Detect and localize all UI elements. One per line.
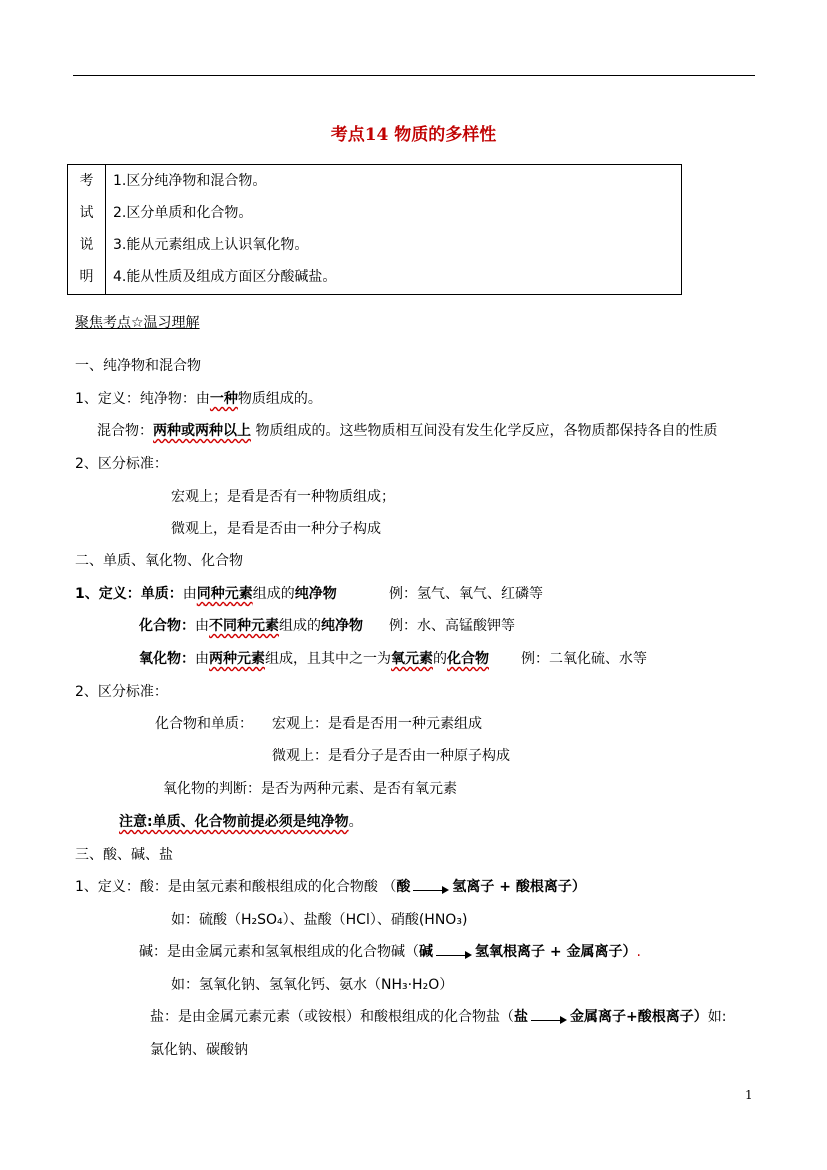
s1-def-key: 一种	[209, 391, 238, 407]
s3-acid-def	[75, 877, 586, 897]
s2-oxide-judge: 氧化物的判断：是否为两种元素、是否有氧元素	[163, 781, 457, 797]
s2-ox-k1: 两种元素	[209, 651, 265, 667]
exam-label-char: 试	[79, 205, 94, 221]
s1-definition	[75, 389, 322, 409]
s3-salt-examples: 氯化钠、碳酸钠	[150, 1042, 248, 1058]
exam-item: 2.区分单质和化合物。	[113, 205, 253, 221]
s1-standard-label: 2、区分标准：	[75, 456, 168, 472]
s3-base-examples: 如：氢氧化钠、氢氧化钙、氨水（NH₃·H₂O）	[171, 977, 454, 993]
page-number: 1	[745, 1088, 753, 1102]
arrow-right-icon	[531, 1012, 567, 1022]
s1-macro: 宏观上；是看是否有一种物质组成；	[171, 489, 395, 505]
s1-def-suffix: 物质组成的。	[237, 391, 322, 407]
s2-ox-label: 氧化物：	[139, 651, 195, 667]
s2-compare-macro: 宏观上：是看是否用一种元素组成	[272, 716, 482, 732]
s3-base-end: .	[636, 944, 641, 960]
exam-item: 3.能从元素组成上认识氧化物。	[113, 237, 309, 253]
s3-acid-ions: 氢离子 + 酸根离子）	[452, 879, 586, 895]
section-3-heading: 三、酸、碱、盐	[75, 847, 173, 863]
exam-item: 1.区分纯净物和混合物。	[113, 173, 267, 189]
s2-compound-example: 例：水、高锰酸钾等	[389, 618, 515, 634]
s3-salt-def	[150, 1007, 726, 1027]
focus-header: 聚焦考点☆温习理解	[75, 315, 200, 331]
s2-ox-t1: 由	[195, 651, 209, 667]
s2-el-label: 1、定义：单质：	[75, 586, 183, 602]
s2-compound-def	[139, 616, 363, 636]
s2-compare-micro: 微观上：是看分子是否由一种原子构成	[272, 748, 510, 764]
header-rule	[73, 75, 755, 76]
s2-standard-label: 2、区分标准：	[75, 684, 168, 700]
s1-mix-suffix: 物质组成的。这些物质相互间没有发生化学反应，各物质都保持各自的性质	[251, 423, 718, 439]
s2-cp-label: 化合物：	[139, 618, 195, 634]
s2-note-text: 注意:单质、化合物前提必须是纯净物	[119, 814, 349, 830]
s3-acid-examples: 如：硫酸（H₂SO₄）、盐酸（HCl）、硝酸(HNO₃)	[171, 912, 468, 928]
exam-description-table	[67, 164, 682, 295]
s3-base-key: 碱	[419, 944, 433, 960]
s2-ox-k2: 氧元素	[391, 651, 433, 667]
s1-mix-prefix: 混合物：	[97, 423, 153, 439]
s1-mix-key: 两种或两种以上	[153, 423, 251, 439]
s2-cp-t2: 组成的	[279, 618, 321, 634]
s2-el-k2: 纯净物	[294, 586, 337, 602]
exam-item: 4.能从性质及组成方面区分酸碱盐。	[113, 269, 337, 285]
s2-note-end: 。	[348, 814, 363, 830]
s2-el-k1: 同种元素	[196, 586, 253, 602]
s2-ox-t2: 组成，且其中之一为	[265, 651, 391, 667]
s2-cp-k2: 纯净物	[321, 618, 363, 634]
exam-label-char: 考	[79, 173, 94, 189]
section-2-heading: 二、单质、氧化物、化合物	[75, 553, 243, 569]
s2-el-t2: 组成的	[252, 586, 295, 602]
s3-salt-ions: 金属离子+酸根离子）	[570, 1009, 708, 1025]
arrow-right-icon	[413, 882, 449, 892]
s3-base-def	[139, 942, 641, 962]
s2-oxide-example: 例：二氧化硫、水等	[521, 651, 647, 667]
s2-compare-label: 化合物和单质：	[155, 716, 253, 732]
s2-element-def	[75, 584, 337, 604]
s2-cp-t1: 由	[195, 618, 209, 634]
s1-micro: 微观上，是看是否由一种分子构成	[171, 521, 381, 537]
s3-acid-key: 酸	[396, 879, 411, 895]
s3-salt-suffix: 如:	[707, 1009, 727, 1025]
s2-element-example: 例：氢气、氧气、红磷等	[389, 586, 543, 602]
s2-ox-k3: 化合物	[447, 651, 489, 667]
s1-mixture	[97, 421, 717, 441]
page-title: 考点14 物质的多样性	[330, 125, 497, 145]
s2-ox-t3: 的	[433, 651, 447, 667]
s3-base-ions: 氢氧根离子 + 金属离子）	[475, 944, 637, 960]
arrow-right-icon	[436, 947, 472, 957]
exam-label-char: 说	[79, 237, 94, 253]
s3-salt-key: 盐	[514, 1009, 528, 1025]
s2-oxide-def	[139, 649, 489, 669]
s3-salt-def-text: 盐：是由金属元素元素（或铵根）和酸根组成的化合物盐（	[150, 1009, 514, 1025]
s3-base-def-text: 碱：是由金属元素和氢氧根组成的化合物碱（	[139, 944, 419, 960]
s2-note	[119, 812, 363, 832]
s2-el-t1: 由	[182, 586, 197, 602]
s2-cp-k1: 不同种元素	[209, 618, 279, 634]
s1-def-prefix: 1、定义：纯净物：由	[75, 391, 210, 407]
exam-label-column	[68, 165, 106, 294]
s3-acid-def-text: 1、定义：酸：是由氢元素和酸根组成的化合物酸 （	[75, 879, 397, 895]
exam-label-char: 明	[79, 269, 94, 285]
section-1-heading: 一、纯净物和混合物	[75, 358, 201, 374]
